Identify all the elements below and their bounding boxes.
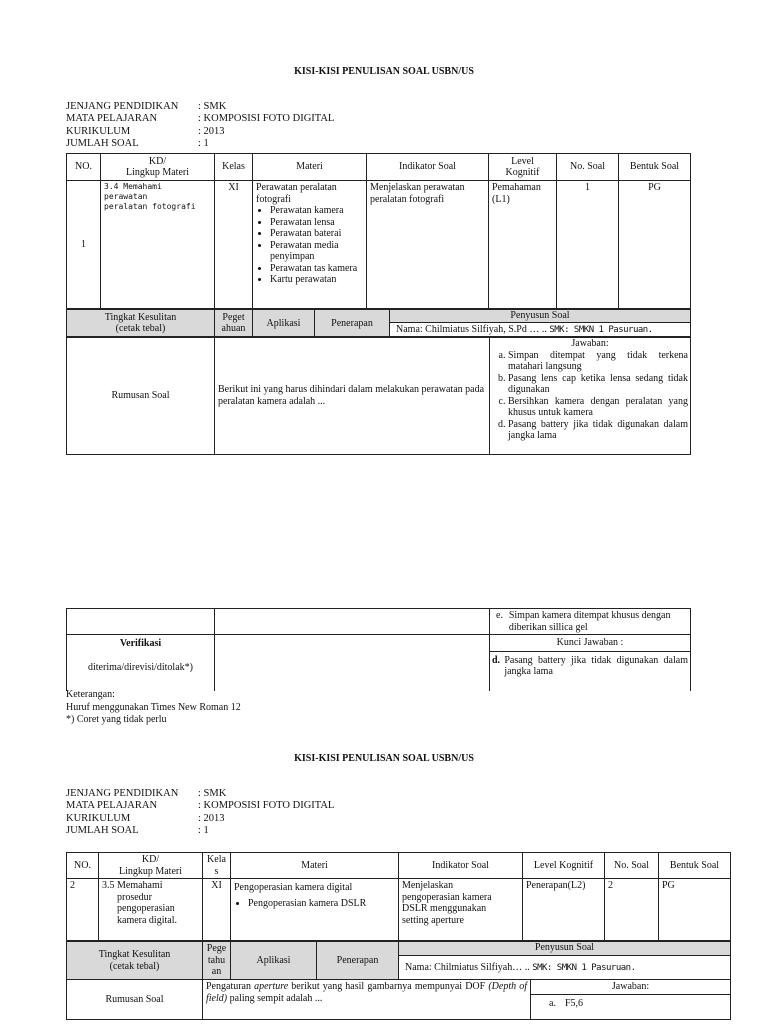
- tingkat-label: Tingkat Kesulitan (cetak tebal): [67, 310, 215, 338]
- verifikasi-label: Verifikasi: [119, 638, 162, 649]
- header-kd: KD/ Lingkup Materi: [99, 853, 203, 879]
- list-item: • Perawatan media penyimpan: [270, 240, 363, 263]
- jawaban-cell: [490, 337, 691, 455]
- list-item: b. Pasang lens cap ketika lensa sedang tidak digunakan: [508, 373, 688, 396]
- cell-kd: 3.4 Memahami perawatan peralatan fotografi: [101, 181, 215, 309]
- rumusan-label: Rumusan Soal: [67, 980, 203, 1020]
- materi-list: [234, 898, 395, 910]
- meta-label: KURIKULUM: [66, 125, 131, 137]
- cell-level: Pemahaman (L1): [489, 181, 557, 309]
- cont-empty-question: [215, 609, 490, 635]
- cell-nosoal: 1: [557, 181, 619, 309]
- meta-label: MATA PELAJARAN: [66, 113, 158, 125]
- cell-indikator: Menjelaskan pengoperasian kamera DSLR menggunakan setting aperture: [399, 879, 523, 941]
- rumusan-question: Berikut ini yang harus dihindari dalam melakukan perawatan pada peralatan kamera adalah ...: [215, 337, 490, 455]
- cell-materi: [253, 181, 367, 309]
- meta-value: : 2013: [198, 125, 225, 137]
- option-letter: a.: [549, 997, 556, 1009]
- cell-kelas: XI: [203, 879, 231, 941]
- meta-value: : SMK: [198, 101, 227, 112]
- meta-value: : 2013: [198, 812, 225, 824]
- header-indikator: Indikator Soal: [399, 853, 523, 879]
- page-title-2: KISI-KISI PENULISAN SOAL USBN/US: [294, 753, 474, 764]
- author-name: Nama: Chilmiatus Silfiyah, S.Pd … ..: [396, 324, 547, 335]
- penyusun-nama: [390, 323, 691, 338]
- meta-label: KURIKULUM: [66, 812, 131, 824]
- verifikasi-cell: [67, 635, 215, 691]
- kunci-text: Pasang battery jika tidak digunakan dalam jangka lama: [504, 654, 688, 677]
- header-no: NO.: [67, 154, 101, 181]
- option-e-cell: [490, 609, 691, 635]
- meta-value: : KOMPOSISI FOTO DIGITAL: [198, 800, 335, 812]
- meta-value: : SMK: [198, 788, 227, 799]
- penyusun-label: Penyusun Soal: [390, 310, 691, 323]
- header-no: NO.: [67, 853, 99, 879]
- cont-empty-label: [67, 609, 215, 635]
- meta-label: MATA PELAJARAN: [66, 800, 158, 812]
- meta-value: : KOMPOSISI FOTO DIGITAL: [198, 113, 335, 125]
- question-text: Pengaturan: [206, 981, 255, 992]
- list-item: • Perawatan baterai: [270, 228, 363, 240]
- cell-no: 2: [67, 879, 99, 941]
- question-em: (Depth of field): [206, 981, 527, 1004]
- list-item: c. Bersihkan kamera dengan peralatan yang khusus untuk kamera: [508, 396, 688, 419]
- meta-label: JENJANG PENDIDIKAN: [66, 101, 179, 112]
- tingkat-table-2: [66, 941, 731, 980]
- page-title-1: KISI-KISI PENULISAN SOAL USBN/US: [294, 66, 474, 77]
- cell-kelas: XI: [215, 181, 253, 309]
- meta-label: JENJANG PENDIDIKAN: [66, 788, 179, 799]
- kunci-cell: [490, 635, 691, 691]
- penyusun-nama: [399, 956, 731, 980]
- author-name: Nama: Chilmiatus Silfiyah… ..: [405, 961, 530, 973]
- tingkat-penerapan: Penerapan: [315, 310, 390, 338]
- header-nosoal: No. Soal: [557, 154, 619, 181]
- option-text: Simpan kamera ditempat khusus dengan diberikan sillica gel: [508, 610, 671, 633]
- jawaban-label: Jawaban:: [531, 980, 730, 995]
- tingkat-aplikasi: Aplikasi: [231, 942, 317, 980]
- tingkat-label: Tingkat Kesulitan (cetak tebal): [67, 942, 203, 980]
- meta-value: : 1: [198, 138, 209, 150]
- kisi-table-1: [66, 153, 691, 309]
- header-kelas: Kelas: [215, 154, 253, 181]
- meta-value: : 1: [198, 825, 209, 837]
- tingkat-table-1: [66, 309, 691, 338]
- header-materi: Materi: [253, 154, 367, 181]
- tingkat-pengetahuan: Peget ahuan: [215, 310, 253, 338]
- cell-kd: 3.5 Memahami prosedur pengoperasian kamera digital.: [99, 879, 203, 941]
- list-item: • Perawatan kamera: [270, 205, 363, 217]
- verifikasi-note: diterima/direvisi/ditolak*): [88, 661, 193, 673]
- header-level: Level Kognitif: [489, 154, 557, 181]
- list-item: • Perawatan tas kamera: [270, 263, 363, 275]
- header-indikator: Indikator Soal: [367, 154, 489, 181]
- list-item: a. Simpan ditempat yang tidak terkena matahari langsung: [508, 350, 688, 373]
- tingkat-pengetahuan: Pege tahu an: [203, 942, 231, 980]
- jawaban-cell: [531, 980, 731, 1020]
- keterangan-line: *) Coret yang tidak perlu: [66, 714, 167, 725]
- list-item: • Perawatan lensa: [270, 217, 363, 229]
- header-kelas: Kela s: [203, 853, 231, 879]
- keterangan-line: Huruf menggunakan Times New Roman 12: [66, 701, 241, 713]
- header-nosoal: No. Soal: [605, 853, 659, 879]
- verifikasi-empty: [215, 635, 490, 691]
- kunci-letter: d.: [492, 654, 501, 666]
- question-em: aperture: [254, 981, 289, 992]
- list-item: d. Pasang battery jika tidak digunakan dalam jangka lama: [508, 419, 688, 442]
- keterangan-block: [66, 689, 241, 727]
- header-level: Level Kognitif: [523, 853, 605, 879]
- rumusan-question: [203, 980, 531, 1020]
- question-text: paling sempit adalah ...: [227, 992, 323, 1004]
- meta-label: JUMLAH SOAL: [66, 825, 139, 837]
- meta-block-2: [66, 788, 334, 838]
- school-name: SMK: SMKN 1 Pasuruan.: [532, 962, 636, 973]
- jawaban-label: Jawaban:: [571, 338, 609, 349]
- list-item: • Pengoperasian kamera DSLR: [248, 898, 395, 910]
- continuation-table: [66, 608, 691, 691]
- cell-materi: [231, 879, 399, 941]
- kunci-answer: [490, 652, 690, 681]
- school-name: SMK: SMKN 1 Pasuruan.: [549, 325, 653, 335]
- kisi-table-2: [66, 852, 731, 941]
- tingkat-penerapan: Penerapan: [317, 942, 399, 980]
- option-letter: e.: [496, 610, 503, 621]
- cell-bentuk: PG: [619, 181, 691, 309]
- rumusan-table-2: [66, 979, 731, 1020]
- meta-label: JUMLAH SOAL: [66, 138, 139, 150]
- tingkat-aplikasi: Aplikasi: [253, 310, 315, 338]
- rumusan-table-1: [66, 336, 691, 455]
- keterangan-line: Keterangan:: [66, 689, 115, 700]
- option-a: [531, 995, 730, 1010]
- rumusan-label: Rumusan Soal: [67, 337, 215, 455]
- penyusun-label: Penyusun Soal: [399, 942, 731, 956]
- options-list: [492, 350, 688, 442]
- option-e: [492, 610, 688, 633]
- header-materi: Materi: [231, 853, 399, 879]
- materi-intro: Perawatan peralatan fotografi: [256, 182, 337, 205]
- header-bentuk: Bentuk Soal: [619, 154, 691, 181]
- materi-list: [256, 205, 363, 286]
- meta-block-1: [66, 101, 334, 151]
- list-item: • Kartu perawatan: [270, 274, 363, 286]
- cell-nosoal: 2: [605, 879, 659, 941]
- kunci-label: Kunci Jawaban :: [490, 635, 690, 652]
- cell-bentuk: PG: [659, 879, 731, 941]
- question-text: berikut yang hasil gambarnya mempunyai DOF: [288, 981, 489, 992]
- materi-intro: Pengoperasian kamera digital: [234, 882, 353, 893]
- header-bentuk: Bentuk Soal: [659, 853, 731, 879]
- option-text: F5,6: [565, 997, 584, 1009]
- header-kd: KD/ Lingkup Materi: [101, 154, 215, 181]
- cell-indikator: Menjelaskan perawatan peralatan fotografi: [367, 181, 489, 309]
- cell-no: 1: [67, 181, 101, 309]
- cell-level: Penerapan(L2): [523, 879, 605, 941]
